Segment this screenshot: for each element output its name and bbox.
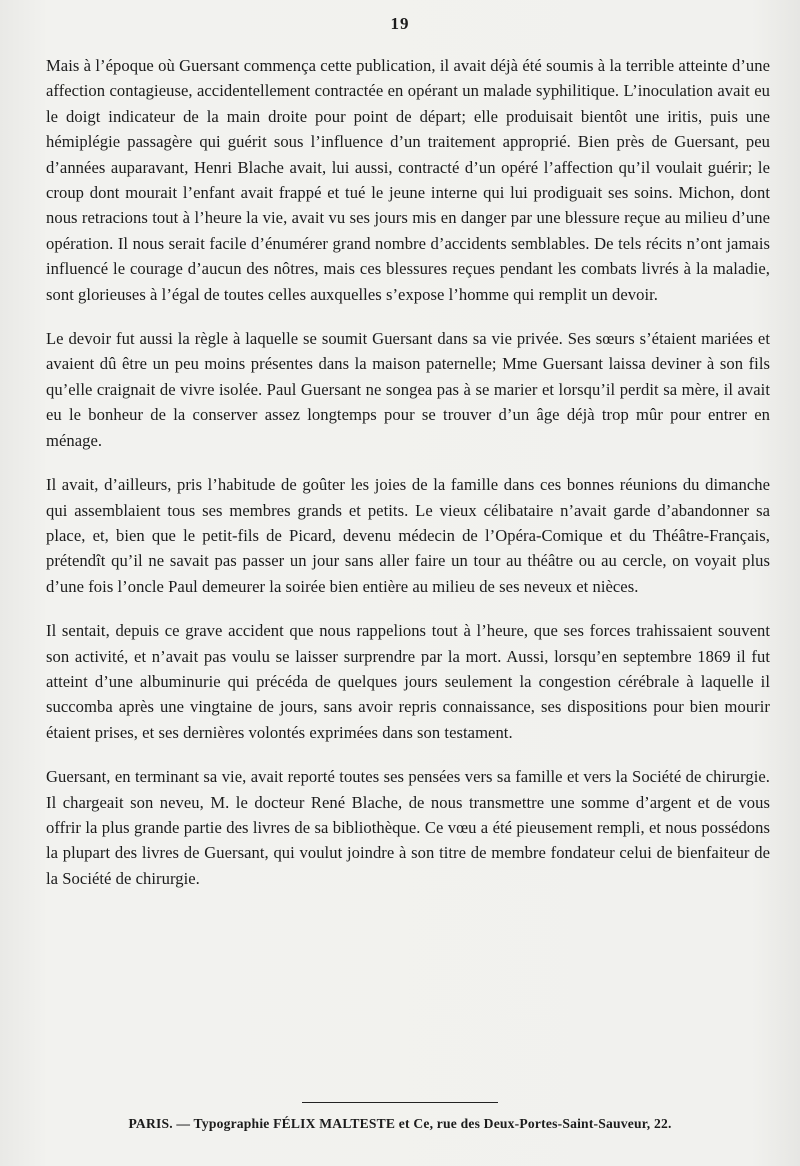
paragraph-5: Guersant, en terminant sa vie, avait reporté toutes ses pensées vers sa famille et vers la Société de chirurgie. Il chargeait son neveu, M. le docteur René Blache, de nous transmettre une somme d’argent et de vous offrir la plus grande partie des livres de sa bibliothèque. Ce vœu a été pieusement rempli, et nous possédons la plupart des livres de Guersant, qui voulut joindre à son titre de membre fondateur celui de bienfaiteur de la Société de chirurgie. [46, 767, 770, 888]
paragraph-3: Il avait, d’ailleurs, pris l’habitude de goûter les joies de la famille dans ces bonnes réunions du dimanche qui assemblaient tous ses membres grands et petits. Le vieux célibataire n’avait garde d’abandonner sa place, et, bien que le petit-fils de Picard, devenu médecin de l’Opéra-Comique et du Théâtre-Français, prétendît qu’il ne savait pas passer un jour sans aller faire un tour au théâtre ou au cercle, on voyait plus d’une fois l’oncle Paul demeurer la soirée bien entière au milieu de ses neveux et nièces. [46, 475, 770, 596]
page-number: 19 [390, 14, 410, 33]
body-text [46, 53, 770, 910]
paragraph-4: Il sentait, depuis ce grave accident que nous rappelions tout à l’heure, que ses forces trahissaient souvent son activité, et n’avait pas voulu se laisser surprendre par la mort. Aussi, lorsqu’en septembre 1869 il fut atteint d’une albuminurie qui précéda de quelques jours seulement la congestion cérébrale à laquelle il succomba après une vingtaine de jours, sans avoir repris connaissance, ses dispositions pour bien mourir étaient prises, et ses dernières volontés exprimées dans son testament. [46, 621, 770, 742]
paragraph-1: Mais à l’époque où Guersant commença cette publication, il avait déjà été soumis à la terrible atteinte d’une affection contagieuse, accidentellement contractée en opérant un malade syphilitique. L’inoculation avait eu le doigt indicateur de la main droite pour point de départ; elle produisait bientôt une iritis, puis une hémiplégie passagère qui guérit sous l’influence d’un traitement approprié. Bien près de Guersant, peu d’années auparavant, Henri Blache avait, lui aussi, contracté d’un opéré l’affection qu’il voulait guérir; le croup dont mourait l’enfant avait frappé et tué le jeune interne qui lui prodiguait ses soins. Michon, dont nous retracions tout à l’heure la vie, avait vu ses jours mis en danger par une blessure reçue au milieu d’une opération. Il nous serait facile d’énumérer grand nombre d’accidents semblables. De tels récits n’ont jamais influencé le courage d’aucun des nôtres, mais ces blessures reçues pendant les combats livrés à la maladie, sont glorieuses à l’égal de toutes celles auxquelles s’expose l’homme qui remplit un devoir. [46, 56, 770, 304]
printer-imprint: PARIS. — Typographie FÉLIX MALTESTE et Ce, rue des Deux-Portes-Saint-Sauveur, 22. [128, 1116, 672, 1131]
footer-rule [302, 1102, 498, 1103]
paragraph-2: Le devoir fut aussi la règle à laquelle se soumit Guersant dans sa vie privée. Ses sœurs s’étaient mariées et avaient dû être un peu moins présentes dans la maison paternelle; Mme Guersant laissa deviner à son fils qu’elle craignait de vivre isolée. Paul Guersant ne songea pas à se marier et lorsqu’il perdit sa mère, il avait eu le bonheur de la conserver assez longtemps pour se trouver d’un âge déjà trop mûr pour entrer en ménage. [46, 329, 770, 450]
